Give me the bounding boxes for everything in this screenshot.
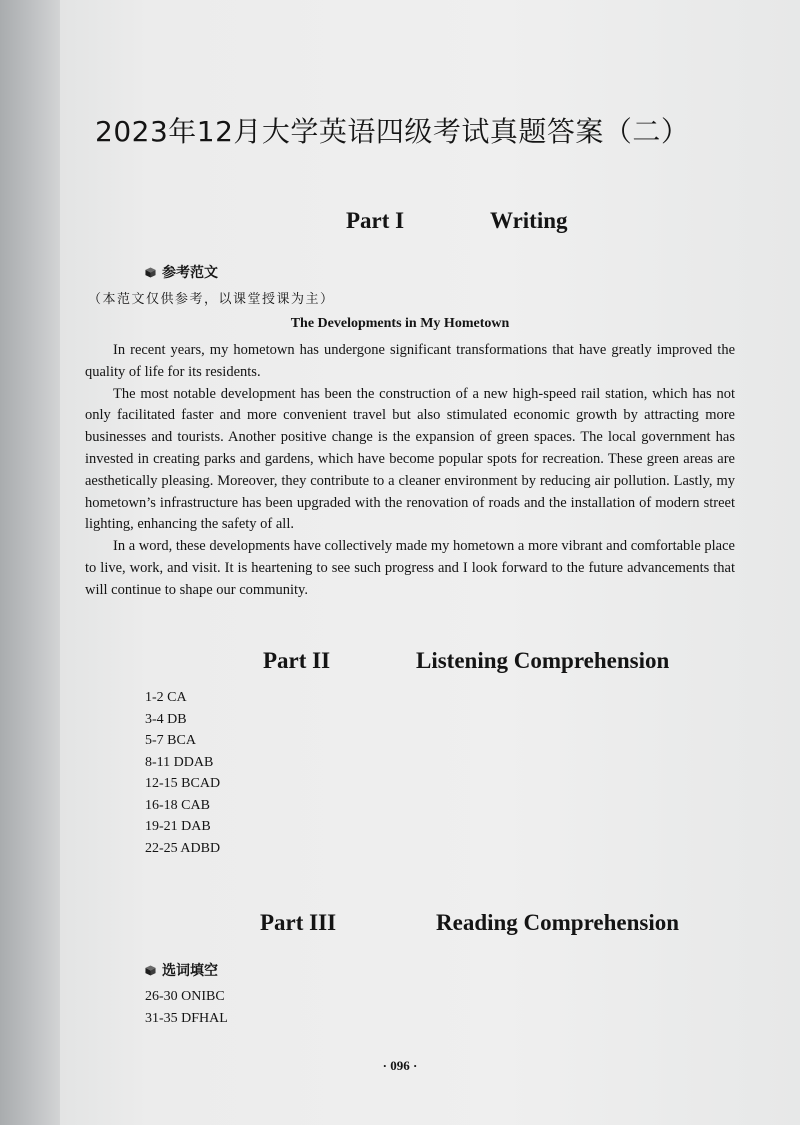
section-heading-label: 选词填空 — [162, 963, 218, 979]
part2-name: Listening Comprehension — [416, 648, 670, 673]
answer-item: 1-2 CA — [145, 690, 187, 705]
section-heading-label: 参考范文 — [162, 265, 218, 281]
essay-paragraph: In recent years, my hometown has undergone significant transformations that have greatly improved the quality of life for its residents. — [85, 342, 735, 380]
essay-paragraph: In a word, these developments have collectively made my hometown a more vibrant and comfortable place to live, work, and visit. It is heartening to see such progress and I look forward to the future advancements that will continue to shape our community. — [85, 538, 735, 598]
answer-item: 22-25 ADBD — [145, 840, 221, 856]
reading-answer-list — [145, 986, 228, 1029]
listening-answer-list — [145, 687, 220, 859]
essay-title: The Developments in My Hometown — [290, 316, 510, 331]
essay-paragraph: The most notable development has been the construction of a new high-speed rail station, which has not only facilitated faster and more convenient travel but also stimulated economic growth by attracting more businesses and tourists. Another positive change is the expansion of green spaces. The local government has invested in creating parks and gardens, which have become popular spots for recreation. These green areas are aesthetically pleasing. Moreover, they contribute to a cleaner environment by reducing air pollution. Lastly, my hometown’s infrastructure has been upgraded with the renovation of roads and the installation of modern street lighting, enhancing the safety of all. — [85, 385, 735, 533]
essay-note: （本范文仅供参考，以课堂授课为主） — [88, 292, 335, 307]
document-title: 2023年12月大学英语四级考试真题答案（二） — [95, 115, 690, 148]
part3-section-heading — [145, 960, 218, 980]
answer-item: 19-21 DAB — [145, 819, 211, 834]
part1-section-heading — [145, 262, 218, 282]
part3-name: Reading Comprehension — [436, 910, 680, 935]
cube-icon — [145, 965, 156, 976]
cube-icon — [145, 267, 156, 278]
answer-item: 26-30 ONIBC — [145, 989, 225, 1004]
part1-name: Writing — [490, 208, 568, 233]
page-number: · 096 · — [382, 1058, 418, 1073]
part3-number: Part III — [260, 910, 337, 935]
answer-item: 12-15 BCAD — [145, 776, 221, 791]
part1-number: Part I — [346, 208, 405, 233]
page-edge — [0, 0, 60, 1125]
answer-item: 5-7 BCA — [145, 733, 196, 748]
answer-item: 16-18 CAB — [145, 797, 210, 813]
answer-item: 3-4 DB — [145, 711, 187, 727]
essay-body — [85, 340, 735, 602]
answer-item: 31-35 DFHAL — [145, 1010, 228, 1026]
part2-number: Part II — [263, 648, 331, 673]
answer-item: 8-11 DDAB — [145, 754, 214, 770]
